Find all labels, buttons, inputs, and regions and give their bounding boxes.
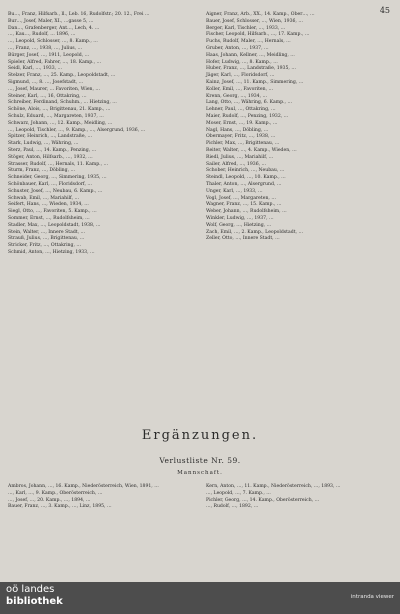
page-number: 45 — [379, 6, 390, 15]
list-entry: Sturm, Franz, …, Döbling, … — [8, 168, 76, 174]
list-entry: …, Leopold, Schlosser, …, 8. Kamp., … — [8, 39, 98, 45]
right-column — [206, 12, 392, 243]
list-entry: …, Leopold, …, 7. Kamp., … — [206, 490, 271, 496]
list-entry: Fuchs, Rudolf, Maler, …, Hernals, … — [206, 39, 291, 45]
list-entry: Gruber, Anton, …, 1937, … — [206, 45, 269, 51]
list-entry: Strasser, Rudolf, …, Hernals, 11. Kamp., … — [8, 161, 109, 167]
list-entry: Schreiber, Ferdinand, Schuhm., … Hietzing, … — [8, 100, 117, 106]
list-entry: Steiner, Karl, …, 16, Ottakring, … — [8, 93, 87, 99]
list-entry: Kern, Anton, …, 11. Kamp., Niederösterreich, …, 1893, … — [206, 484, 341, 489]
supplement-subtitle: Verlustliste Nr. 59. — [159, 456, 241, 465]
list-entry: …, Rudolf, …, 1892, … — [206, 504, 259, 510]
viewer-label: intranda viewer — [350, 594, 394, 600]
list-entry: Wolf, Georg, …, Hietzing, … — [206, 222, 272, 228]
list-entry: Huber, Franz, …, Landstraße, 1935, … — [206, 66, 296, 72]
left-column — [8, 12, 194, 257]
list-entry: Winkler, Ludwig, …, 1937, … — [206, 215, 274, 221]
list-entry: Sailer, Alfred, …, 1936, … — [206, 161, 267, 167]
list-entry: Obermayer, Fritz, …, 1938, … — [206, 134, 276, 140]
list-entry: Schwarz, Johann, …, 12. Kamp., Meidling, … — [8, 120, 113, 126]
list-entry: Vogl, Josef, …, Margareten, … — [206, 195, 276, 201]
list-entry: Fischer, Leopold, Hilfsarb., …, 17. Kamp., … — [206, 32, 310, 38]
list-entry: …, Josef, Maurer, … Favoriten, Wien, … — [8, 86, 101, 92]
list-entry: Hofer, Ludwig, …, 8. Kamp., … — [206, 59, 278, 65]
list-entry: Stelzer, Franz, …, 25. Kamp., Leopoldstadt, … — [8, 73, 116, 79]
list-entry: Kainz, Josef, …, 11. Kamp., Simmering, … — [206, 79, 304, 85]
list-entry: Riedl, Julius, …, Mariahilf, … — [206, 154, 274, 160]
list-entry: Seidl, Karl, …, 1933, … — [8, 66, 63, 72]
list-entry: Stark, Ludwig, …, Währing, … — [8, 141, 79, 147]
list-entry: Ambros, Johann, …, 16. Kamp., Niederösterreich, Wien, 1891, … — [8, 484, 159, 489]
library-logo[interactable] — [6, 584, 63, 608]
supplement-section: Mannschaft. — [177, 470, 223, 476]
logo-line-1: oö landes — [6, 584, 55, 595]
list-entry: Berger, Karl, Tischler, …, 1933, … — [206, 25, 286, 31]
list-entry: Schulz, Eduard, …, Margareten, 1937, … — [8, 113, 104, 119]
list-entry: Schmid, Anton, …, Hietzing, 1933, … — [8, 249, 95, 255]
list-entry: Stadler, Max, …, Leopoldstadt, 1938, … — [8, 222, 101, 228]
list-entry: Bur…, Josef, Maler, XI., …gasse 5, … — [8, 18, 94, 24]
list-entry: Schober, Heinrich, …, Neubau, … — [206, 168, 285, 174]
list-entry: …, Kau…, Rudolf, … 1896, … — [8, 32, 76, 38]
list-entry: Spieler, Alfred, Fahrer, …, 18. Kamp., … — [8, 59, 102, 65]
list-entry: Bauer, Josef, Schlosser, …, Wien, 1936, … — [206, 18, 303, 24]
list-entry: Moser, Ernst, …, 19. Kamp., … — [206, 120, 278, 126]
list-entry: Pichler, Max, …, Brigittenau, … — [206, 141, 280, 147]
list-entry: …, Karl, …, 9. Kamp., Oberösterreich, … — [8, 490, 103, 496]
list-entry: Thaler, Anton, …, Alsergrund, … — [206, 181, 282, 187]
list-entry: Jäger, Karl, …, Floridsdorf, … — [206, 73, 275, 79]
list-entry: Spitzer, Heinrich, …, Landstraße, … — [8, 134, 93, 140]
supplement-left-column — [8, 484, 194, 511]
list-entry: …, Josef, …, 20. Kamp., …, 1894, … — [8, 497, 91, 503]
list-entry: Unger, Karl, …, 1933, … — [206, 188, 263, 194]
list-entry: Bürger, Josef, …, 1911, Leopold, … — [8, 52, 90, 58]
list-entry: Stricker, Fritz, …, Ottakring, … — [8, 243, 81, 249]
list-entry: Zach, Emil, …, 2. Kamp., Leopoldstadt, … — [206, 229, 304, 235]
list-entry: Stein, Walter, …, Innere Stadt, … — [8, 229, 86, 235]
list-entry: Zeller, Otto, …, Innere Stadt, … — [206, 236, 280, 242]
list-entry: Nagl, Hans, …, Döbling, … — [206, 127, 269, 133]
supplement-right-column — [206, 484, 392, 511]
list-entry: Lehner, Paul, …, Ottakring, … — [206, 107, 276, 113]
list-entry: Weber, Johann, …, Rudolfsheim, … — [206, 209, 287, 215]
list-entry: Steindl, Leopold, …, 10. Kamp., … — [206, 175, 286, 181]
list-entry: Lang, Otto, …, Währing, 6. Kamp., … — [206, 100, 293, 106]
list-entry: Schneider, Georg, …, Simmering, 1935, … — [8, 175, 107, 181]
list-entry: Dan…, Grafenberger, Ant…, Lech, 4. … — [8, 25, 100, 31]
list-entry: Siegl, Otto, …, Favoriten, 5. Kamp., … — [8, 209, 97, 215]
list-entry: Koller, Emil, …, Favoriten, … — [206, 86, 274, 92]
list-entry: Stöger, Anton, Hilfsarb., …, 1932, … — [8, 154, 93, 160]
list-entry: Strauß, Julius, …, Brigittenau, … — [8, 236, 85, 242]
list-entry: Maier, Rudolf, …, Penzing, 1932, … — [206, 113, 289, 119]
list-entry: Sterz, Paul, …, 14. Kamp., Penzing, … — [8, 147, 97, 153]
logo-line-2: bibliothek — [6, 596, 63, 607]
list-entry: Schwab, Emil, …, Mariahilf, … — [8, 195, 80, 201]
list-entry: Krenn, Georg, …, 1934, … — [206, 93, 268, 99]
supplement-title: Ergänzungen. — [141, 428, 259, 443]
viewer-footer — [0, 582, 400, 614]
list-entry: Haas, Johann, Kellner, …, Meidling, … — [206, 52, 295, 58]
list-entry: Schönbauer, Karl, …, Floridsdorf, … — [8, 181, 92, 187]
list-entry: Sigmund, …, 8. …, Josefstadt, … — [8, 79, 84, 85]
list-entry: …, Leopold, Tischler, …, 9. Kamp., …, Alsergrund, 1936, … — [8, 127, 146, 133]
list-entry: …, Franz, …, 1938, …, Julius, … — [8, 45, 83, 51]
list-entry: Seifert, Hans, …, Wieden, 1934, … — [8, 202, 89, 208]
list-entry: Wagner, Franz, …, 15. Kamp., … — [206, 202, 282, 208]
list-entry: Schöne, Alois, …, Brigittenau, 21. Kamp., … — [8, 107, 111, 113]
list-entry: Pichler, Georg, …, 14. Kamp., Oberösterreich, … — [206, 497, 320, 503]
list-entry: Schuster, Josef, …, Neubau, 6. Kamp., … — [8, 188, 103, 194]
list-entry: Bauer, Franz, …, 3. Kamp., …, Linz, 1895, … — [8, 504, 112, 510]
list-entry: Sommer, Ernst, …, Rudolfsheim, … — [8, 215, 90, 221]
list-entry: Reiter, Walter, …, 4. Kamp., Wieden, … — [206, 147, 297, 153]
list-entry: Aigner, Franz, Arb., XX., 14. Kamp., Ober…, … — [206, 12, 315, 17]
list-entry: Bu…, Franz, Hilfsarb., ll., Leb. 16, Rudolfstr.; 20. 12., Frei … — [8, 12, 150, 17]
